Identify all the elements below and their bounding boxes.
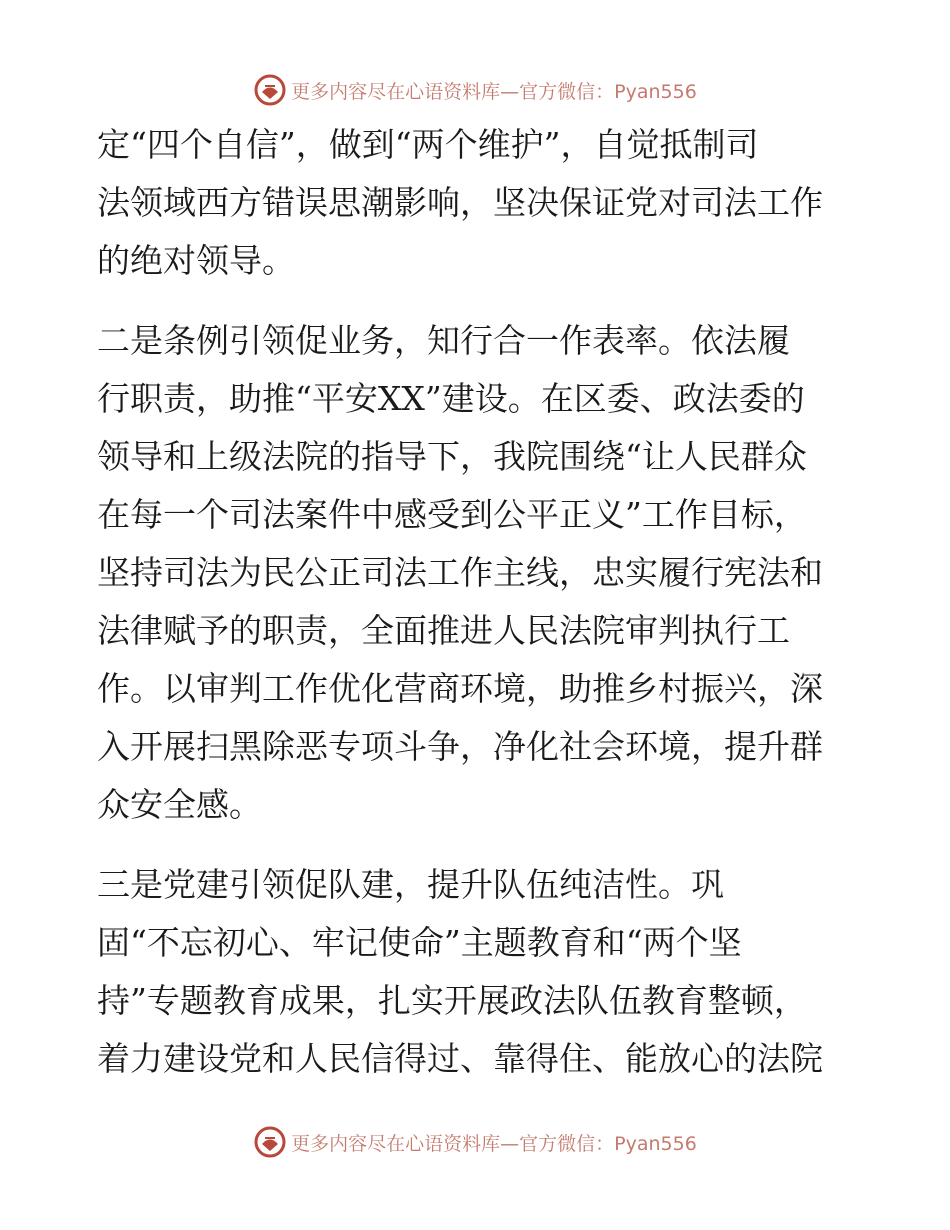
text-line: 二是条例引领促业务，知行合一作表率。依法履 bbox=[97, 321, 790, 360]
paragraph-3 bbox=[97, 856, 857, 1088]
paragraph-1 bbox=[97, 116, 857, 290]
text-line: 法领域西方错误思潮影响，坚决保证党对司法工作 bbox=[97, 183, 823, 222]
text-line: 领导和上级法院的指导下，我院围绕“让人民群众 bbox=[97, 437, 807, 476]
text-line: 行职责，助推“平安XX”建设。在区委、政法委的 bbox=[97, 379, 805, 418]
text-line: 在每一个司法案件中感受到公平正义”工作目标， bbox=[97, 495, 807, 534]
document-body bbox=[97, 116, 857, 1088]
text-line: 坚持司法为民公正司法工作主线，忠实履行宪法和 bbox=[97, 553, 823, 592]
watermark-text: 更多内容尽在心语资料库—官方微信：Pyan556 bbox=[291, 80, 697, 103]
text-line: 持”专题教育成果，扎实开展政法队伍教育整顿， bbox=[97, 981, 807, 1020]
text-line: 作。以审判工作优化营商环境，助推乡村振兴，深 bbox=[97, 669, 823, 708]
text-line: 的绝对领导。 bbox=[97, 241, 295, 280]
text-line: 入开展扫黑除恶专项斗争，净化社会环境，提升群 bbox=[97, 727, 823, 766]
text-line: 着力建设党和人民信得过、靠得住、能放心的法院 bbox=[97, 1039, 823, 1078]
text-line: 众安全感。 bbox=[97, 785, 262, 824]
book-logo-icon bbox=[253, 73, 287, 107]
book-logo-icon bbox=[253, 1125, 287, 1159]
text-line: 法律赋予的职责，全面推进人民法院审判执行工 bbox=[97, 611, 790, 650]
footer-watermark bbox=[0, 1124, 950, 1160]
paragraph-2 bbox=[97, 312, 857, 834]
text-line: 固“不忘初心、牢记使命”主题教育和“两个坚 bbox=[97, 923, 742, 962]
watermark-text: 更多内容尽在心语资料库—官方微信：Pyan556 bbox=[291, 1132, 697, 1155]
text-line: 三是党建引领促队建，提升队伍纯洁性。巩 bbox=[97, 865, 724, 904]
text-line: 定“四个自信”，做到“两个维护”，自觉抵制司 bbox=[97, 125, 759, 164]
header-watermark bbox=[0, 72, 950, 108]
